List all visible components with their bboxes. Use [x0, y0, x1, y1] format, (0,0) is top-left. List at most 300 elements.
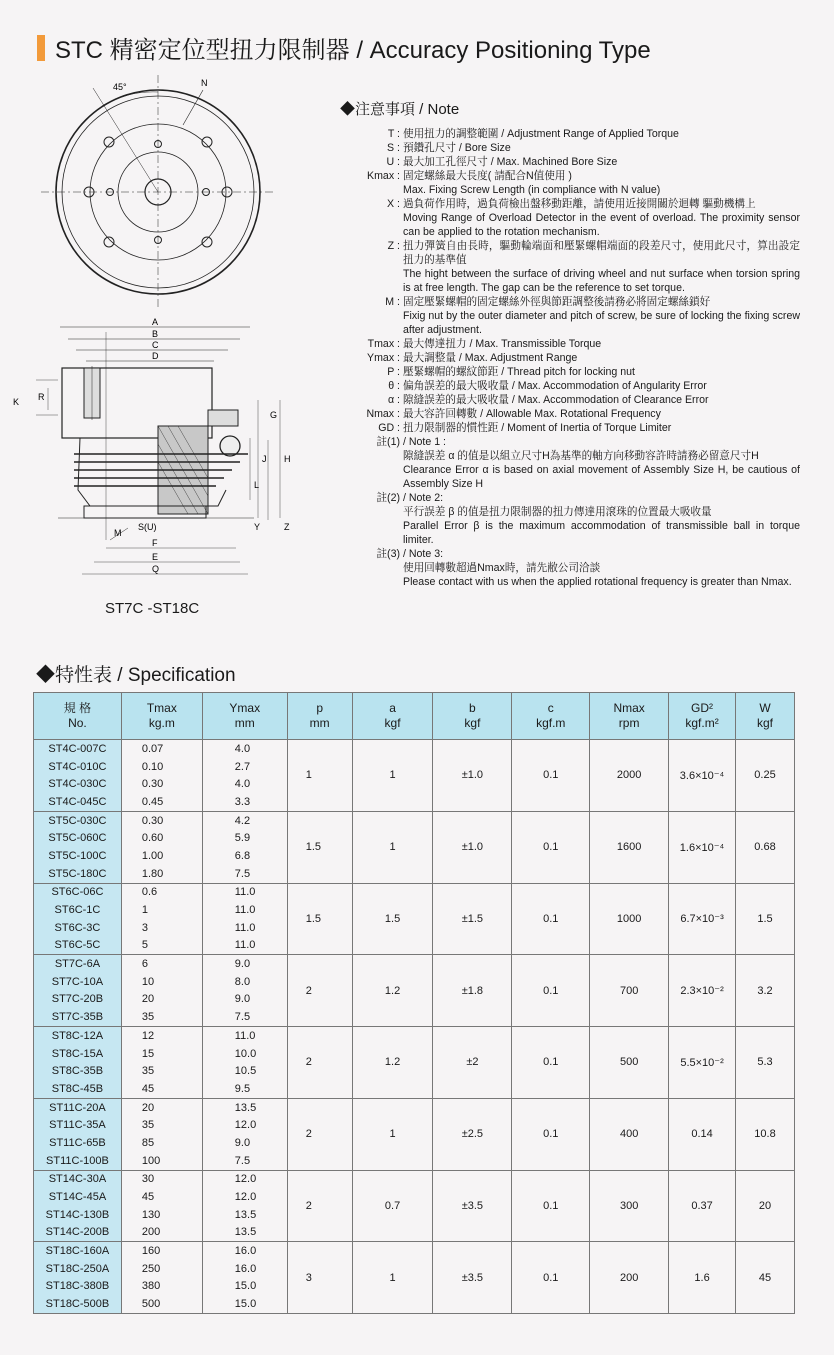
nmax-cell: 400 [590, 1098, 669, 1170]
nmax-cell: 2000 [590, 740, 669, 812]
p-cell: 3 [287, 1242, 352, 1314]
note-line: Please contact with us when the applied rotational frequency is greater than Nmax. [403, 576, 792, 588]
table-row [34, 883, 795, 901]
ymax-cell: 11.0 [202, 883, 287, 901]
tmax-cell: 380 [121, 1278, 202, 1296]
note-line: Fixig nut by the outer diameter and pitch of screw, be sure of locking the fixing screw after adjustment. [403, 310, 800, 336]
tmax-cell: 130 [121, 1206, 202, 1224]
ymax-cell: 7.5 [202, 1152, 287, 1170]
ymax-cell: 9.0 [202, 991, 287, 1009]
note-key: M : [385, 296, 400, 308]
table-row [34, 1170, 795, 1188]
note-body [403, 435, 800, 491]
column-header-top: Nmax [613, 701, 645, 715]
dim-q-label: Q [152, 564, 160, 574]
gd2-cell: 1.6 [669, 1242, 736, 1314]
title-accent-bar [37, 35, 45, 61]
ymax-cell: 16.0 [202, 1260, 287, 1278]
note-key: Kmax : [367, 170, 400, 182]
b-cell: ±1.0 [433, 740, 512, 812]
model-cell: ST11C-35A [34, 1116, 122, 1134]
note-item [340, 295, 800, 337]
tmax-cell: 1.00 [121, 847, 202, 865]
ymax-cell: 11.0 [202, 901, 287, 919]
tmax-cell: 20 [121, 991, 202, 1009]
b-cell: ±3.5 [433, 1242, 512, 1314]
ymax-cell: 2.7 [202, 758, 287, 776]
dim-h-label: H [284, 454, 291, 464]
gd2-cell: 1.6×10⁻⁴ [669, 811, 736, 883]
note-body [403, 141, 800, 155]
note-line: / Note 3: [403, 548, 444, 560]
note-item [340, 239, 800, 295]
note-line: 壓緊螺帽的螺紋節距 / Thread pitch for locking nut [403, 366, 635, 378]
column-header [512, 693, 590, 740]
tmax-cell: 0.30 [121, 775, 202, 793]
dim-f-label: F [152, 538, 158, 548]
model-cell: ST7C-20B [34, 991, 122, 1009]
model-cell: ST18C-250A [34, 1260, 122, 1278]
nmax-cell: 700 [590, 955, 669, 1027]
ymax-cell: 4.0 [202, 740, 287, 758]
column-header-unit: No. [68, 716, 87, 730]
model-cell: ST7C-10A [34, 973, 122, 991]
note-item [340, 393, 800, 407]
tmax-cell: 35 [121, 1008, 202, 1026]
nmax-cell: 1000 [590, 883, 669, 955]
nmax-cell: 300 [590, 1170, 669, 1242]
note-line: Moving Range of Overload Detector in the event of overload. The proximity sensor can be applied to the rotation mechanism. [403, 212, 800, 238]
note-key: Nmax : [366, 408, 400, 420]
table-row [34, 740, 795, 758]
model-cell: ST6C-3C [34, 919, 122, 937]
ymax-cell: 15.0 [202, 1295, 287, 1313]
note-body [403, 365, 800, 379]
a-cell: 1 [352, 811, 433, 883]
w-cell: 3.2 [736, 955, 795, 1027]
column-header [736, 693, 795, 740]
tmax-cell: 100 [121, 1152, 202, 1170]
column-header [352, 693, 433, 740]
model-cell: ST4C-007C [34, 740, 122, 758]
column-header-unit: rpm [618, 716, 640, 730]
dim-j-label: J [262, 454, 267, 464]
note-line: 最大容許回轉數 / Allowable Max. Rotational Frequency [403, 408, 661, 420]
note-body [403, 491, 800, 547]
note-key: α : [387, 394, 400, 406]
a-cell: 1.2 [352, 955, 433, 1027]
model-cell: ST8C-12A [34, 1027, 122, 1045]
note-body [403, 127, 800, 141]
p-cell: 2 [287, 1027, 352, 1099]
b-cell: ±2 [433, 1027, 512, 1099]
model-cell: ST5C-030C [34, 811, 122, 829]
note-key: 註(1) [376, 436, 400, 448]
model-cell: ST5C-100C [34, 847, 122, 865]
ymax-cell: 9.0 [202, 955, 287, 973]
ymax-cell: 12.0 [202, 1188, 287, 1206]
column-header [669, 693, 736, 740]
w-cell: 5.3 [736, 1027, 795, 1099]
model-cell: ST8C-35B [34, 1062, 122, 1080]
ymax-cell: 7.5 [202, 1008, 287, 1026]
ymax-cell: 4.0 [202, 775, 287, 793]
note-body [403, 239, 800, 295]
b-cell: ±1.5 [433, 883, 512, 955]
w-cell: 45 [736, 1242, 795, 1314]
model-cell: ST7C-6A [34, 955, 122, 973]
note-line: 隙縫誤差 α 的值是以組立尺寸H為基準的軸方向移動容許時請務必留意尺寸H [403, 450, 759, 462]
ymax-cell: 5.9 [202, 829, 287, 847]
b-cell: ±1.0 [433, 811, 512, 883]
table-row [34, 955, 795, 973]
note-key: U : [386, 156, 400, 168]
model-cell: ST14C-30A [34, 1170, 122, 1188]
table-row [34, 1027, 795, 1045]
note-line: 平行誤差 β 的值是扭力限制器的扭力傳達用滾珠的位置最大吸收量 [403, 506, 712, 518]
dim-b-label: B [152, 329, 159, 339]
model-cell: ST5C-060C [34, 829, 122, 847]
c-cell: 0.1 [512, 811, 590, 883]
page-title [37, 30, 651, 65]
gd2-cell: 2.3×10⁻² [669, 955, 736, 1027]
a-cell: 1 [352, 740, 433, 812]
note-item [340, 169, 800, 197]
tmax-cell: 0.45 [121, 793, 202, 811]
note-key: 註(2) [376, 492, 400, 504]
note-item [340, 421, 800, 435]
gd2-cell: 0.37 [669, 1170, 736, 1242]
tmax-cell: 0.10 [121, 758, 202, 776]
tmax-cell: 85 [121, 1134, 202, 1152]
note-item [340, 351, 800, 365]
model-cell: ST18C-160A [34, 1242, 122, 1260]
tmax-cell: 12 [121, 1027, 202, 1045]
note-line: 最大加工孔徑尺寸 / Max. Machined Bore Size [403, 156, 618, 168]
a-cell: 0.7 [352, 1170, 433, 1242]
note-body [403, 155, 800, 169]
model-cell: ST8C-15A [34, 1045, 122, 1063]
tmax-cell: 35 [121, 1116, 202, 1134]
tmax-cell: 15 [121, 1045, 202, 1063]
note-key: Z : [387, 240, 400, 252]
note-body [403, 295, 800, 337]
gd2-cell: 3.6×10⁻⁴ [669, 740, 736, 812]
note-line: 使用扭力的調整範圍 / Adjustment Range of Applied Torque [403, 128, 679, 140]
column-header-unit: kgf [757, 716, 774, 730]
dim-r-label: R [38, 392, 45, 402]
note-line: 扭力限制器的慣性距 / Moment of Inertia of Torque Limiter [403, 422, 672, 434]
model-cell: ST4C-010C [34, 758, 122, 776]
note-key: θ : [388, 380, 400, 392]
drawing-caption: ST7C -ST18C [105, 600, 200, 617]
column-header-unit: kg.m [148, 716, 175, 730]
tmax-cell: 250 [121, 1260, 202, 1278]
column-header-unit: kgf [384, 716, 401, 730]
note-item [340, 379, 800, 393]
column-header-unit: kgf [464, 716, 481, 730]
column-header-top: GD² [691, 701, 714, 715]
column-header-top: c [547, 701, 554, 715]
note-item [340, 407, 800, 421]
dim-m-label: M [114, 528, 122, 538]
note-item [340, 337, 800, 351]
note-line: / Note 1 : [403, 436, 446, 448]
ymax-cell: 7.5 [202, 865, 287, 883]
tmax-cell: 3 [121, 919, 202, 937]
model-cell: ST5C-180C [34, 865, 122, 883]
ymax-cell: 15.0 [202, 1278, 287, 1296]
model-cell: ST6C-5C [34, 937, 122, 955]
ymax-cell: 11.0 [202, 1027, 287, 1045]
section-view [36, 327, 280, 574]
p-cell: 1.5 [287, 883, 352, 955]
ymax-cell: 10.5 [202, 1062, 287, 1080]
note-line: 偏角誤差的最大吸收量 / Max. Accommodation of Angularity Error [403, 380, 707, 392]
model-cell: ST4C-030C [34, 775, 122, 793]
a-cell: 1 [352, 1242, 433, 1314]
tmax-cell: 45 [121, 1080, 202, 1098]
w-cell: 10.8 [736, 1098, 795, 1170]
dim-d-label: D [152, 351, 159, 361]
tmax-cell: 5 [121, 937, 202, 955]
note-item [340, 365, 800, 379]
model-cell: ST4C-045C [34, 793, 122, 811]
ymax-cell: 11.0 [202, 919, 287, 937]
dim-l-label: L [254, 480, 260, 490]
note-line: 扭力彈簧自由長時，驅動輪端面和壓緊螺帽端面的段差尺寸，使用此尺寸，算出設定扭力的基準值 [403, 240, 800, 266]
note-item [340, 197, 800, 239]
model-cell: ST6C-06C [34, 883, 122, 901]
model-cell: ST11C-65B [34, 1134, 122, 1152]
column-header-top: Ymax [229, 701, 261, 715]
note-body [403, 379, 800, 393]
model-cell: ST18C-500B [34, 1295, 122, 1313]
ymax-cell: 11.0 [202, 937, 287, 955]
note-body [403, 407, 800, 421]
ymax-cell: 13.5 [202, 1224, 287, 1242]
column-header-top: a [389, 701, 396, 715]
tmax-cell: 0.30 [121, 811, 202, 829]
ymax-cell: 6.8 [202, 847, 287, 865]
c-cell: 0.1 [512, 1098, 590, 1170]
a-cell: 1.2 [352, 1027, 433, 1099]
note-line: 隙縫誤差的最大吸收量 / Max. Accommodation of Clearance Error [403, 394, 709, 406]
note-key: X : [387, 198, 400, 210]
tmax-cell: 0.6 [121, 883, 202, 901]
tmax-cell: 10 [121, 973, 202, 991]
column-header [34, 693, 122, 740]
note-item [340, 127, 800, 141]
note-key: Tmax : [367, 338, 400, 350]
model-cell: ST18C-380B [34, 1278, 122, 1296]
spec-heading: ◆特性表 / Specification [36, 665, 236, 686]
note-line: 最大調整量 / Max. Adjustment Range [403, 352, 578, 364]
model-cell: ST14C-130B [34, 1206, 122, 1224]
note-body [403, 337, 800, 351]
spec-table [33, 692, 795, 1314]
column-header-top: b [469, 701, 476, 715]
gd2-cell: 5.5×10⁻² [669, 1027, 736, 1099]
p-cell: 2 [287, 1098, 352, 1170]
note-line: 固定螺絲最大長度( 請配合N值使用 ) [403, 170, 572, 182]
a-cell: 1 [352, 1098, 433, 1170]
tmax-cell: 0.60 [121, 829, 202, 847]
note-body [403, 393, 800, 407]
ymax-cell: 12.0 [202, 1170, 287, 1188]
n-label: N [201, 78, 208, 88]
ymax-cell: 8.0 [202, 973, 287, 991]
c-cell: 0.1 [512, 1170, 590, 1242]
table-row [34, 811, 795, 829]
w-cell: 0.25 [736, 740, 795, 812]
model-cell: ST11C-100B [34, 1152, 122, 1170]
note-body [403, 547, 800, 589]
note-line: Parallel Error β is the maximum accommodation of transmissible ball in torque limiter. [403, 520, 800, 546]
dim-s-label: S(U) [138, 522, 157, 532]
notes-list [340, 127, 800, 589]
dim-e-label: E [152, 552, 159, 562]
note-line: 固定壓緊螺帽的固定螺絲外徑與節距調整後請務必將固定螺絲鎖好 [403, 296, 711, 308]
tmax-cell: 35 [121, 1062, 202, 1080]
b-cell: ±2.5 [433, 1098, 512, 1170]
note-line: 預鑽孔尺寸 / Bore Size [403, 142, 511, 154]
ymax-cell: 13.5 [202, 1098, 287, 1116]
note-key: S : [387, 142, 400, 154]
page-title-text: STC 精密定位型扭力限制器 / Accuracy Positioning Type [55, 37, 651, 64]
front-view [41, 75, 275, 310]
tmax-cell: 45 [121, 1188, 202, 1206]
c-cell: 0.1 [512, 883, 590, 955]
tmax-cell: 160 [121, 1242, 202, 1260]
tmax-cell: 200 [121, 1224, 202, 1242]
column-header-unit: mm [309, 716, 330, 730]
c-cell: 0.1 [512, 955, 590, 1027]
column-header-unit: kgf.m² [685, 716, 719, 730]
ymax-cell: 9.5 [202, 1080, 287, 1098]
spec-header-row [34, 693, 795, 740]
tmax-cell: 0.07 [121, 740, 202, 758]
spec-body [34, 740, 795, 1314]
nmax-cell: 1600 [590, 811, 669, 883]
c-cell: 0.1 [512, 1027, 590, 1099]
p-cell: 1.5 [287, 811, 352, 883]
note-item [340, 435, 800, 491]
note-line: 最大傳達扭力 / Max. Transmissible Torque [403, 338, 602, 350]
ymax-cell: 12.0 [202, 1116, 287, 1134]
model-cell: ST6C-1C [34, 901, 122, 919]
b-cell: ±1.8 [433, 955, 512, 1027]
column-header [287, 693, 352, 740]
note-body [403, 421, 800, 435]
model-cell: ST11C-20A [34, 1098, 122, 1116]
note-item [340, 141, 800, 155]
note-body [403, 169, 800, 197]
tmax-cell: 20 [121, 1098, 202, 1116]
column-header [202, 693, 287, 740]
p-cell: 2 [287, 955, 352, 1027]
note-item [340, 491, 800, 547]
p-cell: 2 [287, 1170, 352, 1242]
ymax-cell: 3.3 [202, 793, 287, 811]
tmax-cell: 1 [121, 901, 202, 919]
model-cell: ST14C-45A [34, 1188, 122, 1206]
tmax-cell: 500 [121, 1295, 202, 1313]
tmax-cell: 1.80 [121, 865, 202, 883]
tmax-cell: 30 [121, 1170, 202, 1188]
ymax-cell: 4.2 [202, 811, 287, 829]
nmax-cell: 200 [590, 1242, 669, 1314]
tmax-cell: 6 [121, 955, 202, 973]
gd2-cell: 6.7×10⁻³ [669, 883, 736, 955]
column-header-top: 規 格 [63, 701, 92, 715]
column-header-top: p [316, 701, 323, 715]
dim-z-label: Z [284, 522, 290, 532]
dim-y-label: Y [254, 522, 261, 532]
note-line: 使用回轉數超過Nmax時，請先敝公司洽談 [403, 562, 601, 574]
w-cell: 0.68 [736, 811, 795, 883]
note-line: 過負荷作用時，過負荷檢出盤移動距離，請使用近接開關於迴轉 驅動機構上 [403, 198, 756, 210]
b-cell: ±3.5 [433, 1170, 512, 1242]
dim-a-label: A [152, 317, 159, 327]
note-key: Ymax : [367, 352, 400, 364]
column-header-unit: mm [234, 716, 255, 730]
dim-c-label: C [152, 340, 159, 350]
c-cell: 0.1 [512, 1242, 590, 1314]
column-header-unit: kgf.m [536, 716, 566, 730]
w-cell: 1.5 [736, 883, 795, 955]
note-line: The hight between the surface of driving wheel and nut surface when torsion spring is at free length. The gap can be the reference to set torque. [403, 268, 800, 294]
model-cell: ST8C-45B [34, 1080, 122, 1098]
nmax-cell: 500 [590, 1027, 669, 1099]
note-body [403, 197, 800, 239]
note-item [340, 547, 800, 589]
ymax-cell: 13.5 [202, 1206, 287, 1224]
model-cell: ST14C-200B [34, 1224, 122, 1242]
ymax-cell: 16.0 [202, 1242, 287, 1260]
column-header-top: W [759, 701, 771, 715]
a-cell: 1.5 [352, 883, 433, 955]
technical-drawing [13, 70, 318, 630]
model-cell: ST7C-35B [34, 1008, 122, 1026]
note-body [403, 351, 800, 365]
gd2-cell: 0.14 [669, 1098, 736, 1170]
ymax-cell: 9.0 [202, 1134, 287, 1152]
column-header-top: Tmax [146, 701, 177, 715]
p-cell: 1 [287, 740, 352, 812]
column-header [433, 693, 512, 740]
angle-label: 45° [113, 82, 127, 92]
c-cell: 0.1 [512, 740, 590, 812]
note-line: Max. Fixing Screw Length (in compliance with N value) [403, 184, 661, 196]
note-key: 註(3) [376, 548, 400, 560]
note-key: T : [387, 128, 400, 140]
column-header [121, 693, 202, 740]
ymax-cell: 10.0 [202, 1045, 287, 1063]
column-header [590, 693, 669, 740]
note-key: P : [387, 366, 400, 378]
table-row [34, 1242, 795, 1260]
notes-heading: ◆注意事項 / Note [340, 101, 460, 118]
note-item [340, 155, 800, 169]
dim-k-label: K [13, 397, 20, 407]
table-row [34, 1098, 795, 1116]
note-key: GD : [378, 422, 400, 434]
note-line: Clearance Error α is based on axial movement of Assembly Size H, be cautious of Assembly Size H [403, 464, 800, 490]
notes-section [340, 98, 800, 589]
w-cell: 20 [736, 1170, 795, 1242]
dim-g-label: G [270, 410, 278, 420]
